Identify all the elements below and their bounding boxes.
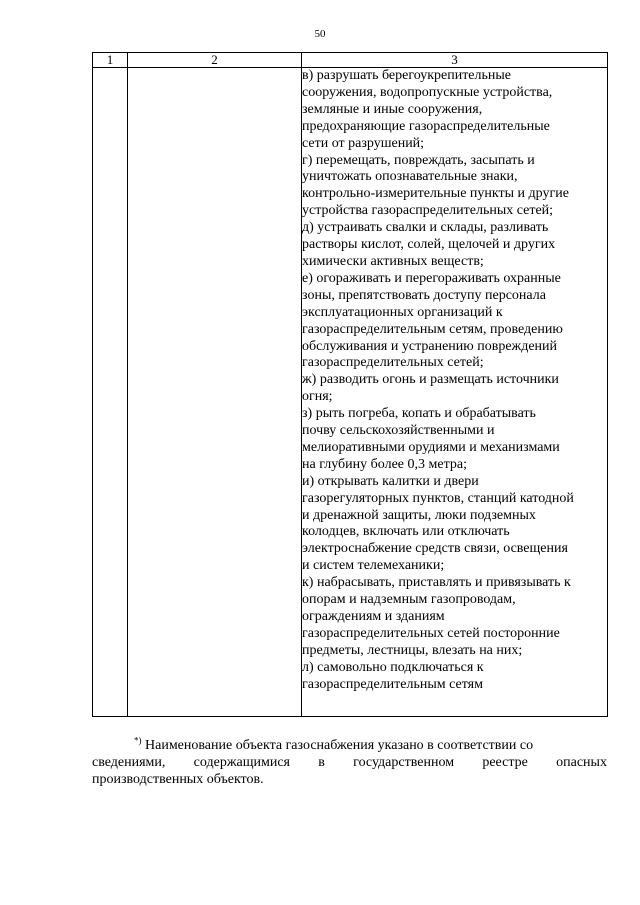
- column-1-cell: [93, 68, 128, 717]
- text-line: на глубину более 0,3 метра;: [302, 456, 467, 472]
- text-line: растворы кислот, солей, щелочей и других: [302, 237, 556, 253]
- text-line: к) набрасывать, приставлять и привязывать к: [302, 575, 571, 591]
- text-line: контрольно-измерительные пункты и другие: [302, 186, 569, 202]
- text-line: газораспределительным сетям, проведению: [302, 321, 563, 337]
- text-line: устройства газораспределительных сетей;: [302, 203, 554, 219]
- text-line: мелиоративными орудиями и механизмами: [302, 439, 560, 455]
- footnote-word: реестре: [482, 755, 528, 770]
- text-line: опорам и надземным газопроводам,: [302, 592, 516, 608]
- footnote-word: содержащимися: [193, 755, 290, 770]
- footnote-word: в: [318, 755, 325, 770]
- text-line: г) перемещать, повреждать, засыпать и: [302, 152, 535, 168]
- text-line: ограждениям и зданиям: [302, 609, 445, 624]
- text-line: л) самовольно подключаться к: [302, 659, 484, 675]
- text-line: газораспределительным сетям: [302, 676, 483, 692]
- column-header-2: 2: [128, 53, 302, 68]
- text-line: д) устраивать свалки и склады, разливать: [302, 220, 549, 236]
- text-line: эксплуатационных организаций к: [302, 304, 503, 320]
- text-line: и систем телемеханики;: [302, 558, 445, 574]
- text-line: химически активных веществ;: [302, 253, 484, 269]
- text-line: ж) разводить огонь и размещать источники: [302, 372, 559, 388]
- footnote-line-2: [92, 754, 607, 771]
- text-line: почву сельскохозяйственными и: [302, 423, 495, 439]
- column-header-3: 3: [302, 53, 608, 68]
- text-line: огня;: [302, 389, 333, 405]
- body-row: [93, 68, 608, 717]
- text-line: предметы, лестницы, влезать на них;: [302, 642, 523, 658]
- footnote-word: государственном: [353, 755, 455, 770]
- text-line: электроснабжение средств связи, освещения: [302, 541, 568, 557]
- text-line: уничтожать опознавательные знаки,: [302, 169, 518, 185]
- column-3-cell: [302, 68, 608, 717]
- content-table: [92, 52, 608, 717]
- text-line: колодцев, включать или отключать: [302, 524, 510, 540]
- text-line: и дренажной защиты, люки подземных: [302, 507, 536, 523]
- column-2-cell: [128, 68, 302, 717]
- text-line: в) разрушать берегоукрепительные: [302, 68, 512, 83]
- text-line: газорегуляторных пунктов, станций катодной: [302, 490, 574, 506]
- text-line: и) открывать калитки и двери: [302, 473, 479, 489]
- text-line: сети от разрушений;: [302, 135, 425, 151]
- column-header-1: 1: [93, 53, 128, 68]
- text-line: предохраняющие газораспределительные: [302, 118, 550, 134]
- footnote-mark: *): [134, 735, 142, 746]
- footnote-line-3: производственных объектов.: [92, 772, 264, 787]
- text-line: зоны, препятствовать доступу персонала: [302, 287, 546, 303]
- text-line: е) огораживать и перегораживать охранные: [302, 270, 561, 286]
- text-line: газораспределительных сетей;: [302, 355, 484, 371]
- header-row: [93, 53, 608, 68]
- footnote-word: опасных: [556, 755, 607, 770]
- text-line: з) рыть погреба, копать и обрабатывать: [302, 406, 536, 422]
- text-line: обслуживания и устранению повреждений: [302, 338, 558, 354]
- text-line: земляные и иные сооружения,: [302, 101, 483, 117]
- text-line: сооружения, водопропускные устройства,: [302, 84, 553, 100]
- text-line: газораспределительных сетей посторонние: [302, 625, 560, 641]
- footnote-text-1: Наименование объекта газоснабжения указано в соответствии со: [145, 738, 534, 753]
- footnote: [92, 737, 607, 788]
- page-number: 50: [314, 28, 326, 40]
- footnote-line-1: [92, 737, 607, 754]
- footnote-word: сведениями,: [92, 755, 166, 770]
